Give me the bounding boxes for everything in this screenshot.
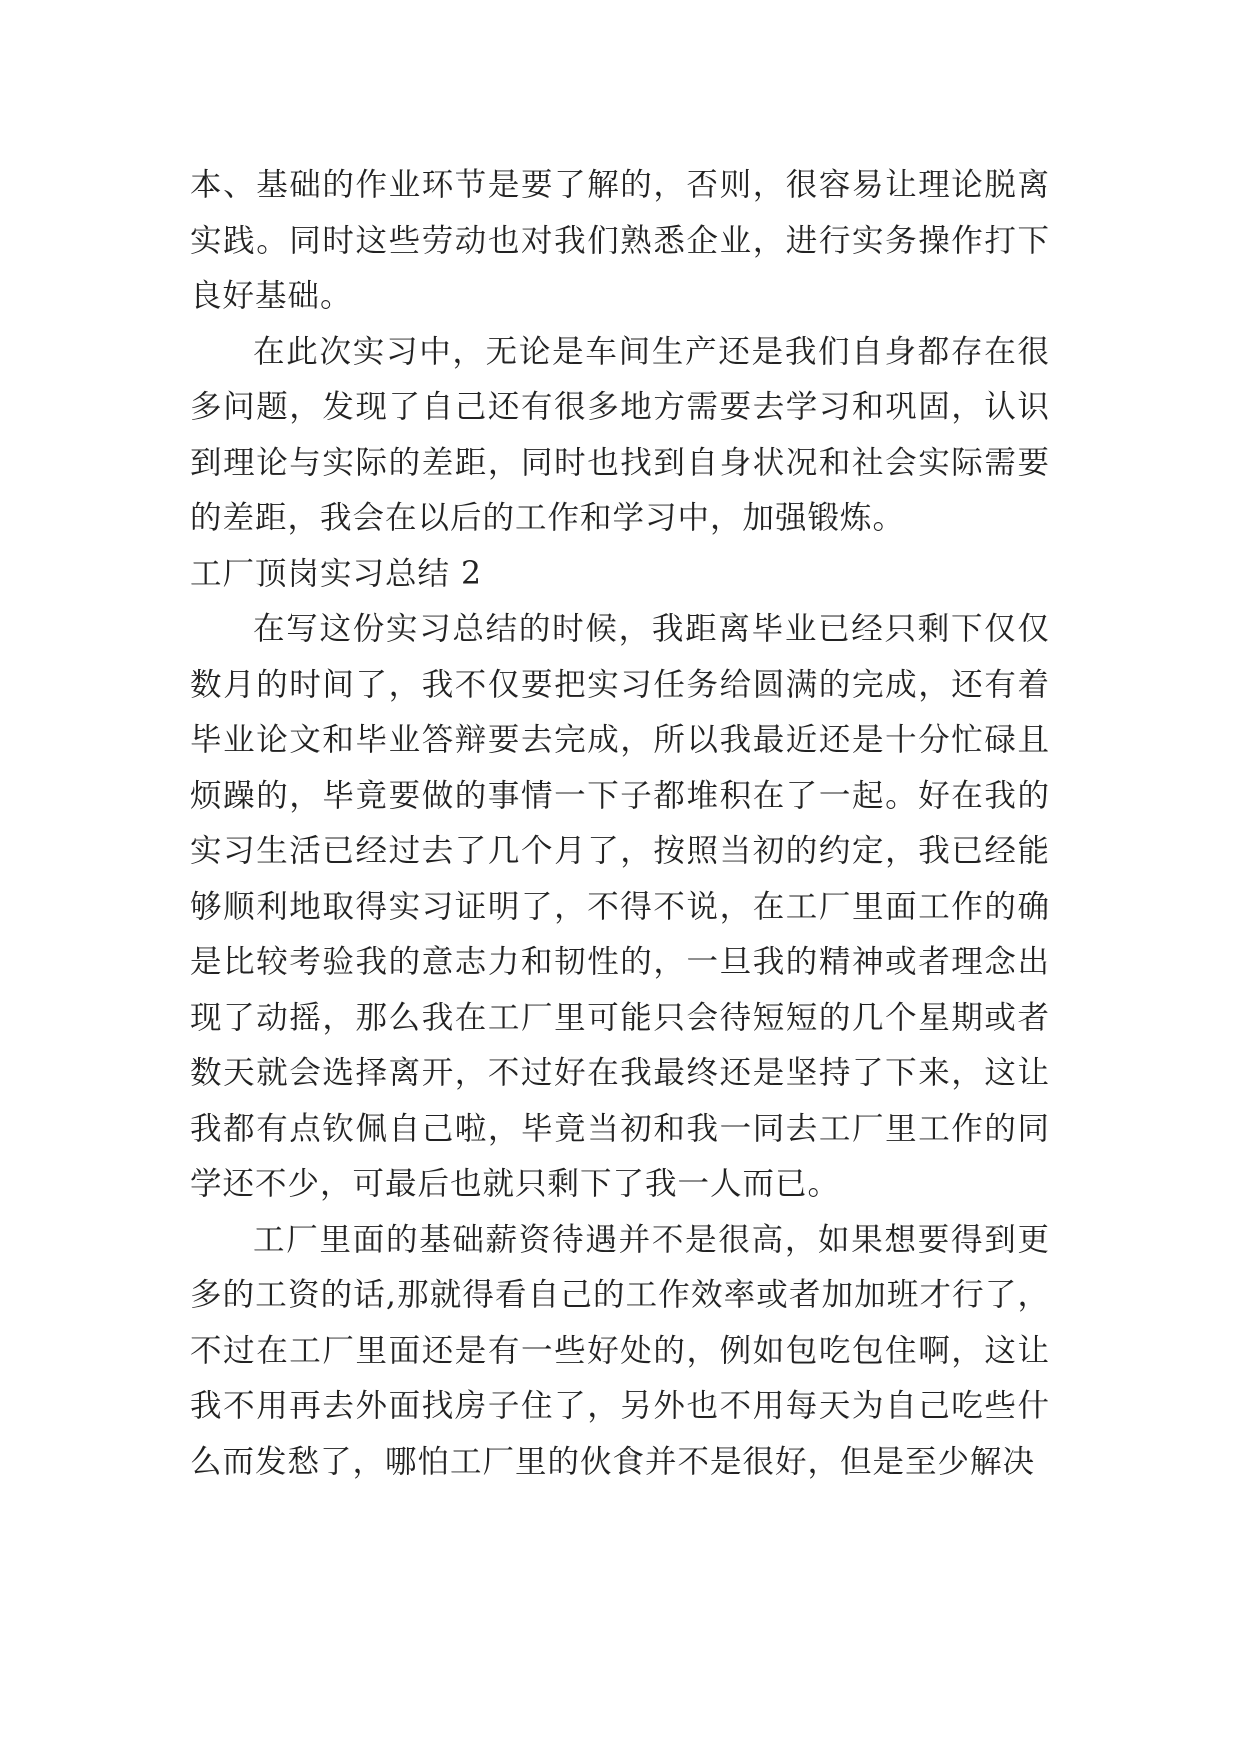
- paragraph-continuation: 本、基础的作业环节是要了解的，否则，很容易让理论脱离实践。同时这些劳动也对我们熟悉企业，进行实务操作打下良好基础。: [190, 167, 1050, 314]
- paragraph-summary-intro: 在写这份实习总结的时候，我距离毕业已经只剩下仅仅数月的时间了，我不仅要把实习任务给圆满的完成，还有着毕业论文和毕业答辩要去完成，所以我最近还是十分忙碌且烦躁的，毕竟要做的事情一下子都堆积在了一起。好在我的实习生活已经过去了几个月了，按照当初的约定，我已经能够顺利地取得实习证明了，不得不说，在工厂里面工作的确是比较考验我的意志力和韧性的，一旦我的精神或者理念出现了动摇，那么我在工厂里可能只会待短短的几个星期或者数天就会选择离开，不过好在我最终还是坚持了下来，这让我都有点钦佩自己啦，毕竟当初和我一同去工厂里工作的同学还不少，可最后也就只剩下了我一人而已。: [190, 611, 1050, 1202]
- document-body: [190, 158, 1050, 1490]
- paragraph-internship-problems: 在此次实习中，无论是车间生产还是我们自身都存在很多问题，发现了自己还有很多地方需要去学习和巩固，认识到理论与实际的差距，同时也找到自身状况和社会实际需要的差距，我会在以后的工作和学习中，加强锻炼。: [190, 333, 1050, 536]
- section-heading: 工厂顶岗实习总结 2: [190, 555, 483, 592]
- paragraph-salary: 工厂里面的基础薪资待遇并不是很高，如果想要得到更多的工资的话,那就得看自己的工作效率或者加加班才行了，不过在工厂里面还是有一些好处的，例如包吃包住啊，这让我不用再去外面找房子住了，另外也不用每天为自己吃些什么而发愁了，哪怕工厂里的伙食并不是很好，但是至少解决: [190, 1221, 1050, 1480]
